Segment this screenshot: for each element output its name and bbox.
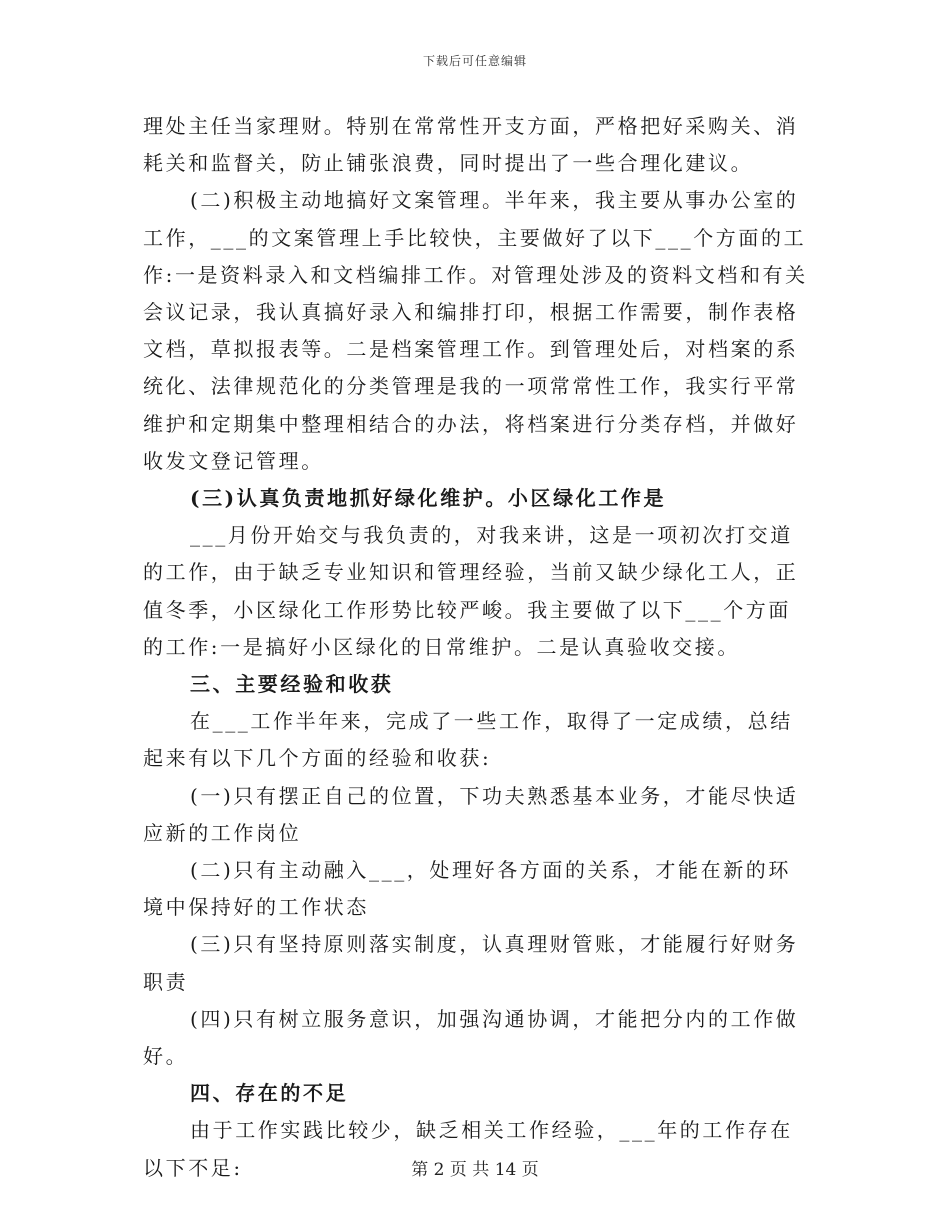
paragraph-shortcomings-intro: 由于工作实践比较少，缺乏相关工作经验，___年的工作存在以下不足: — [143, 1118, 793, 1180]
paragraph-continuation: 理处主任当家理财。特别在常常性开支方面，严格把好采购关、消耗关和监督关，防止铺张浪费，同时提出了一些合理化建议。 — [143, 114, 799, 176]
page-footer: 第 2 页 共 14 页 — [411, 1160, 539, 1180]
document-body — [143, 108, 811, 1187]
list-item-experience-4: (四)只有树立服务意识，加强沟通协调，才能把分内的工作做好。 — [143, 1006, 799, 1069]
section-heading-shortcomings: 四、存在的不足 — [190, 1081, 349, 1106]
paragraph-experience-intro: 在___工作半年来，完成了一些工作，取得了一定成绩，总结起来有以下几个方面的经验和收获: — [143, 709, 793, 771]
list-item-experience-1: (一)只有摆正自己的位置，下功夫熟悉基本业务，才能尽快适应新的工作岗位 — [143, 783, 799, 845]
paragraph-greening-work: ___月份开始交与我负责的，对我来讲，这是一项初次打交道的工作，由于缺乏专业知识和管理经验，当前又缺少绿化工人，正值冬季，小区绿化工作形势比较严峻。我主要做了以下___个方面的工作:一是搞好小区绿化的日常维护。二是认真验收交接。 — [143, 523, 799, 659]
list-item-experience-3: (三)只有坚持原则落实制度，认真理财管账，才能履行好财务职责 — [143, 932, 799, 994]
page-header: 下载后可任意编辑 — [422, 54, 527, 68]
subheading-greening-maintenance: (三)认真负责地抓好绿化维护。小区绿化工作是 — [190, 486, 667, 511]
list-item-experience-2: (二)只有主动融入___，处理好各方面的关系，才能在新的环境中保持好的工作状态 — [143, 858, 792, 920]
paragraph-document-management: (二)积极主动地搞好文案管理。半年来，我主要从事办公室的工作，___的文案管理上手比较快，主要做好了以下___个方面的工作:一是资料录入和文档编排工作。对管理处涉及的资料文档和有关会议记录，我认真搞好录入和编排打印，根据工作需要，制作表格文档，草拟报表等。二是档案管理工作。到管理处后，对档案的系统化、法律规范化的分类管理是我的一项常常性工作，我实行平常维护和定期集中整理相结合的办法，将档案进行分类存档，并做好收发文登记管理。 — [143, 188, 808, 473]
section-heading-experience: 三、主要经验和收获 — [190, 672, 394, 697]
